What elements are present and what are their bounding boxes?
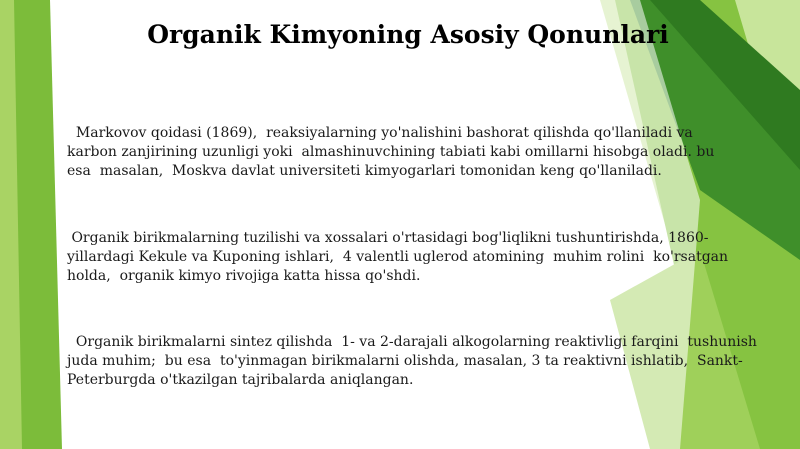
paragraph-markovnikov xyxy=(67,124,787,181)
paragraph-line: yillardagi Kekule va Kuponing ishlari, 4 valentli uglerod atomining muhim rolini ko'rsatgan xyxy=(67,249,729,265)
paragraph-line: juda muhim; bu esa to'yinmagan birikmalarni olishda, masalan, 3 ta reaktivni ishlatib, Sankt- xyxy=(67,353,743,369)
paragraph-line: Organik birikmalarni sintez qilishda 1- va 2-darajali alkogolarning reaktivligi farqini tushunish xyxy=(67,334,757,350)
paragraph-line: Markovov qoidasi (1869), reaksiyalarning yo'nalishini bashorat qilishda qo'llaniladi va xyxy=(67,125,693,141)
paragraph-line: karbon zanjirining uzunligi yoki almashinuvchining tabiati kabi omillarni hisobga oladi. bu xyxy=(67,144,715,160)
slide-title: Organik Kimyoning Asosiy Qonunlari xyxy=(147,20,669,49)
paragraph-line: esa masalan, Moskva davlat universiteti kimyogarlari tomonidan keng qo'llaniladi. xyxy=(67,163,662,179)
paragraph-line: Organik birikmalarning tuzilishi va xossalari o'rtasidagi bog'liqlikni tushuntirishda, 1860- xyxy=(67,230,709,246)
paragraph-line: holda, organik kimyo rivojiga katta hissa qo'shdi. xyxy=(67,268,421,284)
paragraph-synthesis xyxy=(67,333,787,390)
paragraph-line: Peterburgda o'tkazilgan tajribalarda aniqlangan. xyxy=(67,372,414,388)
paragraph-kekule xyxy=(67,229,787,286)
